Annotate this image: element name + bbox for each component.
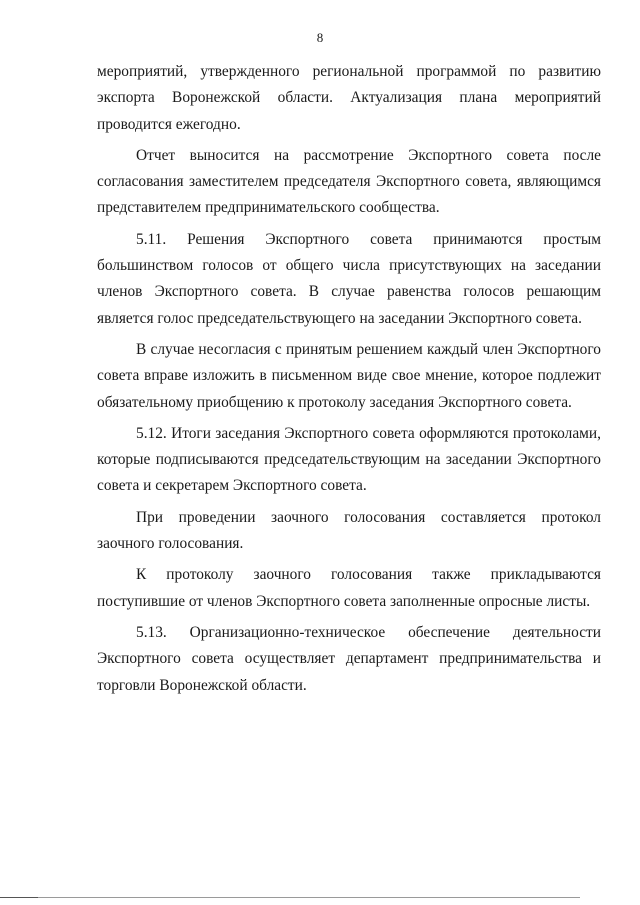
page-bottom-rule — [0, 897, 580, 898]
paragraph-disagreement: В случае несогласия с принятым решением каждый член Экспортного совета вправе изложить в письменном виде свое мнение, которое подлежит обязательному приобщению к протоколу заседания Экспортного совета. — [97, 340, 601, 411]
paragraph-5-11: 5.11. Решения Экспортного совета принимаются простым большинством голосов от общего числа присутствующих на заседании членов Экспортного совета. В случае равенства голосов решающим является голос председательствующего на заседании Экспортного совета. — [97, 230, 601, 327]
paragraph-continuation: мероприятий, утвержденного региональной программой по развитию экспорта Воронежской области. Актуализация плана мероприятий проводится ежегодно. — [97, 63, 601, 133]
page-number: 8 — [316, 30, 324, 45]
page-bottom-rule-mark — [0, 897, 38, 898]
document-body — [97, 59, 601, 704]
paragraph-5-13: 5.13. Организационно-техническое обеспечение деятельности Экспортного совета осуществляет департамент предпринимательства и торговли Воронежской области. — [97, 623, 601, 694]
paragraph-absentee-vote: При проведении заочного голосования составляется протокол заочного голосования. — [97, 508, 601, 553]
paragraph-questionnaires: К протоколу заочного голосования также прикладываются поступившие от членов Экспортного совета заполненные опросные листы. — [97, 566, 601, 610]
paragraph-report: Отчет выносится на рассмотрение Экспортного совета после согласования заместителем председателя Экспортного совета, являющимся представителем предпринимательского сообщества. — [97, 146, 601, 217]
paragraph-5-12: 5.12. Итоги заседания Экспортного совета оформляются протоколами, которые подписываются председательствующим на заседании Экспортного совета и секретарем Экспортного совета. — [97, 424, 601, 495]
